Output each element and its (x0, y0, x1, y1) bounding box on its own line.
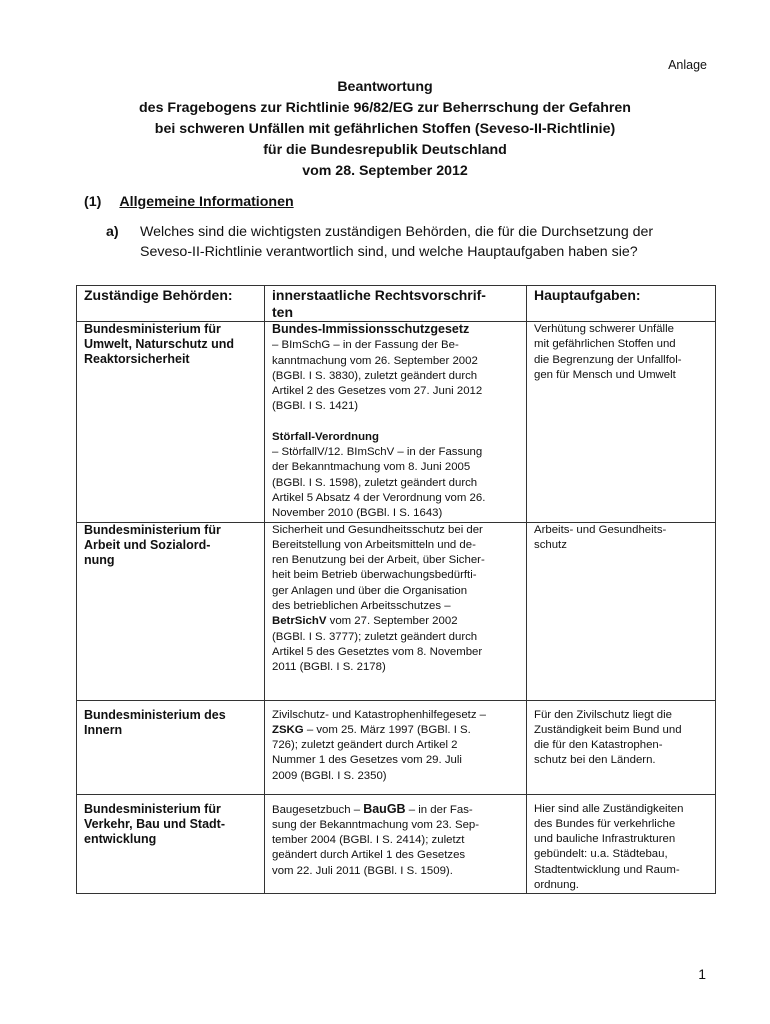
text-line (272, 599, 522, 614)
bold-text: BauGB (363, 801, 406, 816)
text-segment: Bereitstellung von Arbeitsmitteln und de- (272, 538, 476, 551)
text-segment: 726); zuletzt geändert durch Artikel 2 (272, 739, 458, 752)
text-segment: gen für Mensch und Umwelt (534, 368, 676, 381)
text-segment: heit beim Betrieb überwachungsbedürfti- (272, 569, 477, 582)
header-legislation (265, 286, 527, 322)
text-line (272, 723, 522, 738)
bold-text: Bundes-Immissionsschutzgesetz (272, 322, 470, 336)
question-a (106, 223, 706, 262)
section-title: Allgemeine Informationen (119, 194, 294, 210)
authority-name-line: Umwelt, Naturschutz und (84, 337, 235, 351)
text-line (534, 817, 711, 832)
text-line (534, 832, 711, 847)
tasks-cell (527, 522, 716, 700)
text-line (534, 368, 711, 383)
text-line (272, 769, 522, 784)
text-segment: – in der Fas- (405, 803, 473, 816)
text-segment: Sicherheit und Gesundheitsschutz bei der (272, 523, 483, 536)
table-row (77, 322, 716, 523)
text-segment: (BGBl. I S. 1598), zuletzt geändert durch (272, 476, 478, 489)
text-line (272, 738, 522, 753)
text-line (272, 354, 522, 369)
text-segment: Artikel 5 des Gesetztes vom 8. November (272, 645, 483, 658)
table-row (77, 794, 716, 894)
text-segment: ger Anlagen und über die Organisation (272, 584, 468, 597)
text-segment: Nummer 1 des Gesetzes vom 29. Juli (272, 754, 462, 767)
text-segment: schutz (534, 538, 567, 551)
task-paragraph (534, 802, 711, 894)
bold-text: ZSKG (272, 723, 304, 736)
task-paragraph (534, 708, 711, 769)
text-line (534, 863, 711, 878)
text-segment: – StörfallV/12. BImSchV – in der Fassung (272, 446, 483, 459)
text-segment: 2009 (BGBl. I S. 2350) (272, 769, 387, 782)
authority-name-line: nung (84, 552, 115, 567)
text-line (272, 645, 522, 660)
text-line (272, 553, 522, 568)
text-segment: Zivilschutz- und Katastrophenhilfegesetz – (272, 708, 487, 721)
text-segment: schutz bei den Ländern. (534, 754, 656, 767)
text-segment: – BImSchG – in der Fassung der Be- (272, 339, 459, 352)
text-segment: vom 27. September 2002 (326, 615, 458, 628)
text-segment: 2011 (BGBl. I S. 2178) (272, 661, 386, 674)
text-segment: des betrieblichen Arbeitsschutzes – (272, 600, 451, 613)
text-line (272, 864, 522, 879)
text-line (272, 630, 522, 645)
text-line (534, 847, 711, 862)
text-segment: (BGBl. I S. 3777); zuletzt geändert durch (272, 630, 478, 643)
text-line (272, 384, 522, 399)
text-segment: Baugesetzbuch – (272, 803, 364, 816)
authority-name-line: Arbeit und Sozialord- (84, 537, 211, 552)
section-heading (84, 194, 294, 210)
authority-name-line: Bundesministerium des (84, 707, 226, 722)
title-line: Beantwortung (337, 79, 433, 95)
text-line (534, 353, 711, 368)
text-segment: sung der Bekanntmachung vom 23. Sep- (272, 818, 480, 831)
authority-cell (77, 322, 265, 523)
header-text: innerstaatliche Rechtsvorschrif- (272, 287, 486, 303)
text-segment: geändert durch Artikel 1 des Gesetzes (272, 849, 466, 862)
authority-cell (77, 522, 265, 700)
text-line (272, 399, 522, 414)
text-segment: Für den Zivilschutz liegt die (534, 708, 673, 721)
text-line (272, 660, 522, 675)
tasks-cell (527, 794, 716, 894)
text-line (272, 584, 522, 599)
text-segment: ordnung. (534, 879, 579, 892)
legislation-cell (265, 522, 527, 700)
text-segment: (BGBl. I S. 3830), zuletzt geändert durch (272, 369, 478, 382)
question-line: Seveso-II-Richtlinie verantwortlich sind, und welche Hauptaufgaben haben sie? (140, 243, 638, 260)
text-segment: November 2010 (BGBl. I S. 1643) (272, 507, 443, 520)
text-line (272, 430, 522, 445)
text-segment: mit gefährlichen Stoffen und (534, 338, 676, 351)
text-line (272, 338, 522, 353)
text-line (272, 460, 522, 475)
text-line (534, 322, 711, 337)
text-segment: kanntmachung vom 26. September 2002 (272, 354, 478, 367)
authority-cell (77, 794, 265, 894)
text-segment: Artikel 5 Absatz 4 der Verordnung vom 26. (272, 491, 486, 504)
text-segment: vom 22. Juli 2011 (BGBl. I S. 1509). (272, 864, 453, 877)
legislation-paragraph (272, 430, 522, 522)
annex-label: Anlage (668, 58, 707, 72)
text-line (534, 523, 711, 538)
text-segment: (BGBl. I S. 1421) (272, 400, 359, 413)
text-segment: tember 2004 (BGBl. I S. 2414); zuletzt (272, 834, 465, 847)
text-segment: und bauliche Infrastrukturen (534, 833, 676, 846)
task-paragraph (534, 322, 711, 383)
text-line (534, 738, 711, 753)
text-line (272, 848, 522, 863)
text-line (272, 538, 522, 553)
text-line (272, 369, 522, 384)
authority-name-line: Bundesministerium für (84, 801, 221, 816)
authority-name-line: Bundesministerium für (84, 522, 221, 537)
text-line (272, 568, 522, 583)
text-segment: Zuständigkeit beim Bund und (534, 723, 682, 736)
text-segment: die für den Katastrophen- (534, 739, 663, 752)
text-line (272, 802, 522, 818)
authority-name-line: Verkehr, Bau und Stadt- (84, 816, 226, 831)
authority-name-line: Innern (84, 722, 123, 737)
tasks-cell (527, 700, 716, 794)
text-line (534, 878, 711, 893)
authority-cell (77, 700, 265, 794)
text-line (272, 523, 522, 538)
text-line (272, 445, 522, 460)
header-text: Zuständige Behörden: (84, 287, 233, 303)
text-line (534, 538, 711, 553)
text-segment: ren Benutzung bei der Arbeit, über Sicher- (272, 554, 485, 567)
text-segment: die Begrenzung der Unfallfol- (534, 353, 682, 366)
title-line: für die Bundesrepublik Deutschland (263, 142, 507, 158)
text-segment: Verhütung schwerer Unfälle (534, 323, 674, 335)
page-number: 1 (698, 966, 706, 982)
text-line (272, 753, 522, 768)
text-segment: des Bundes für verkehrliche (534, 817, 676, 830)
text-line (534, 337, 711, 352)
text-line (272, 506, 522, 521)
authorities-table (76, 285, 716, 894)
text-line (534, 708, 711, 723)
title-line: des Fragebogens zur Richtlinie 96/82/EG zur Beherrschung der Gefahren (139, 100, 631, 116)
text-segment: gebündelt: u.a. Städtebau, (534, 848, 668, 861)
document-title (0, 77, 770, 182)
text-line (534, 723, 711, 738)
legislation-paragraph (272, 322, 522, 415)
text-segment: Hier sind alle Zuständigkeiten (534, 802, 684, 815)
header-main-tasks (527, 286, 716, 322)
text-line (534, 753, 711, 768)
text-line (534, 802, 711, 817)
bold-text: Störfall-Verordnung (272, 430, 379, 443)
header-text: Hauptaufgaben: (534, 287, 641, 303)
question-text (140, 223, 706, 262)
text-line (272, 322, 522, 338)
tasks-cell (527, 322, 716, 523)
text-line (272, 491, 522, 506)
text-segment: Artikel 2 des Gesetzes vom 27. Juni 2012 (272, 385, 483, 398)
legislation-paragraph (272, 523, 522, 676)
table-row (77, 522, 716, 700)
text-line (272, 614, 522, 629)
task-paragraph (534, 523, 711, 554)
legislation-cell (265, 322, 527, 523)
text-segment: Stadtentwicklung und Raum- (534, 863, 680, 876)
title-line: vom 28. September 2012 (302, 163, 468, 179)
table-row (77, 700, 716, 794)
title-line: bei schweren Unfällen mit gefährlichen Stoffen (Seveso-II-Richtlinie) (154, 121, 616, 137)
text-segment: Arbeits- und Gesundheits- (534, 523, 667, 536)
question-label: a) (106, 224, 119, 240)
authority-name-line: Bundesministerium für (84, 322, 221, 336)
text-line (272, 833, 522, 848)
question-line: Welches sind die wichtigsten zuständigen Behörden, die für die Durchsetzung der (140, 224, 654, 240)
text-line (272, 708, 522, 723)
header-authorities (77, 286, 265, 322)
header-text: ten (272, 304, 293, 320)
text-segment: – vom 25. März 1997 (BGBl. I S. (303, 723, 471, 736)
legislation-paragraph (272, 708, 522, 784)
text-line (272, 818, 522, 833)
text-segment: der Bekanntmachung vom 8. Juni 2005 (272, 461, 471, 474)
authority-name-line: entwicklung (84, 831, 157, 846)
legislation-cell (265, 794, 527, 894)
legislation-cell (265, 700, 527, 794)
table-header-row (77, 286, 716, 322)
section-number: (1) (84, 194, 102, 210)
bold-text: BetrSichV (272, 615, 327, 628)
legislation-paragraph (272, 802, 522, 879)
authority-name-line: Reaktorsicherheit (84, 352, 190, 366)
text-line (272, 476, 522, 491)
